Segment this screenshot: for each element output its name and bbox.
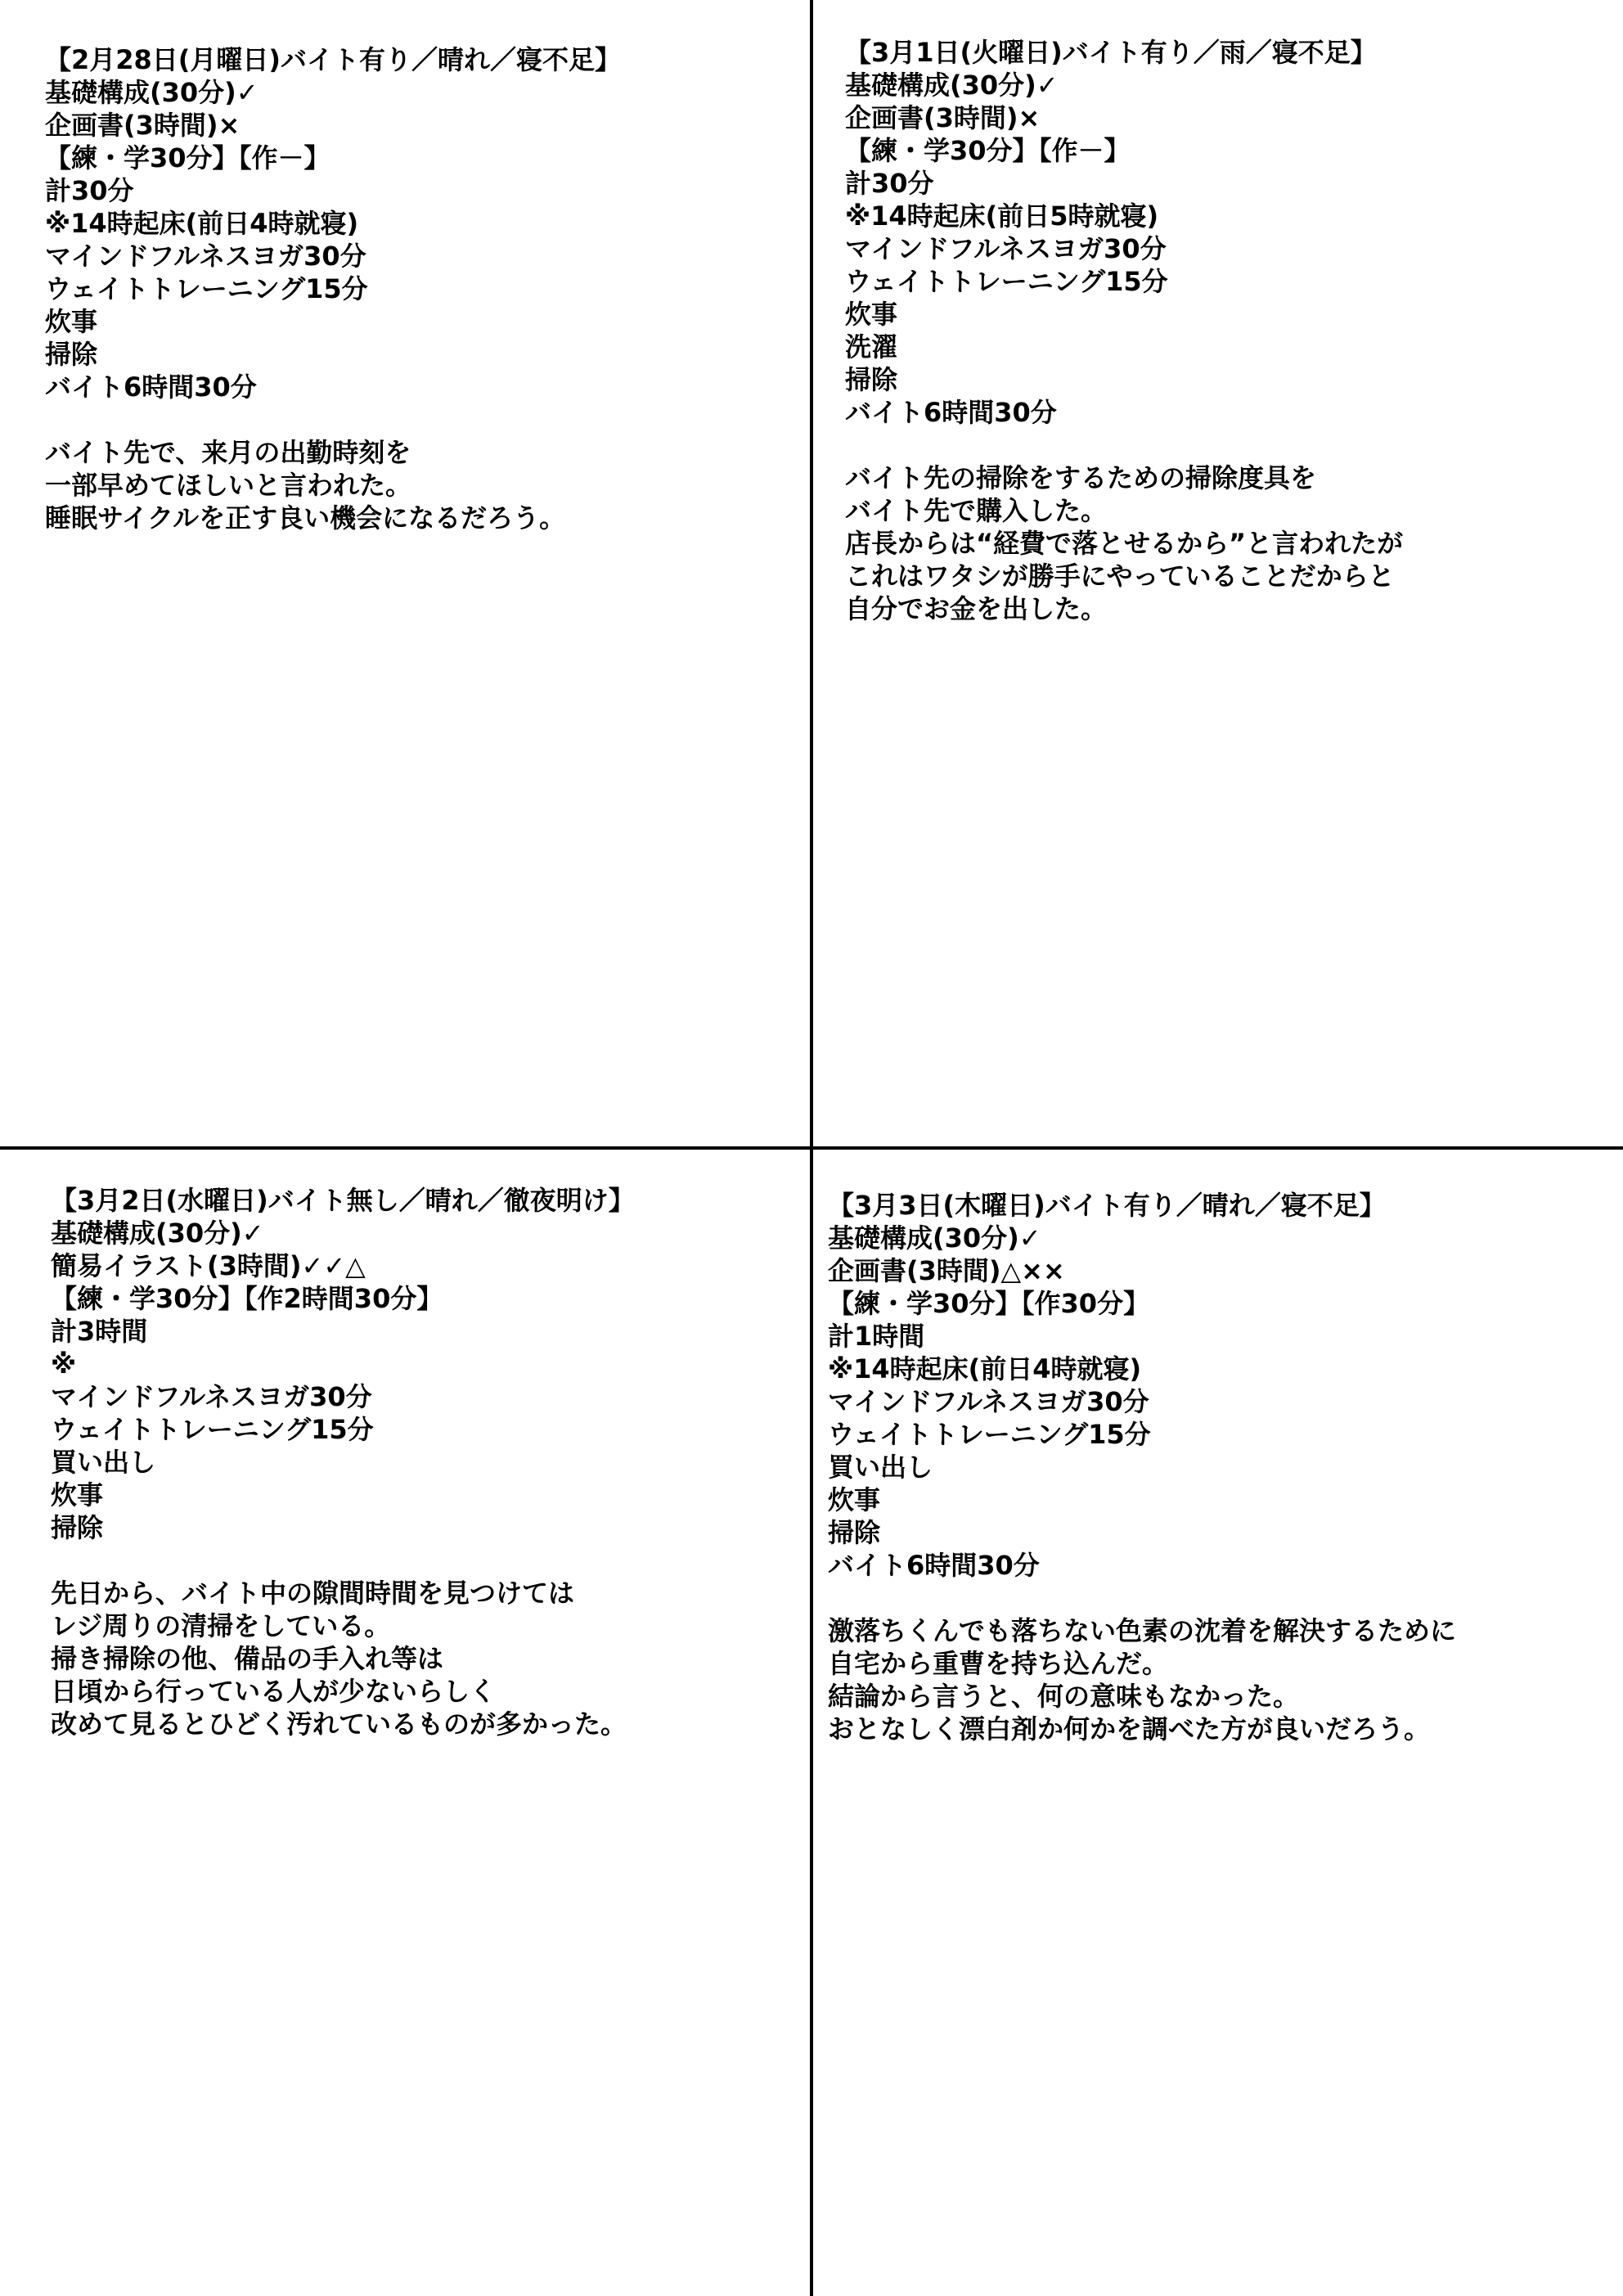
log-line: 掃除 (828, 1517, 881, 1548)
note-line: レジ周りの清掃をしている。 (51, 1610, 391, 1641)
note-line: 自分でお金を出した。 (845, 593, 1108, 624)
log-line: マインドフルネスヨガ30分 (51, 1381, 372, 1412)
log-line: マインドフルネスヨガ30分 (828, 1386, 1149, 1417)
log-line: 【練・学30分】【作－】 (45, 142, 330, 173)
note-line: バイト先で、来月の出勤時刻を (45, 437, 411, 468)
log-line: 洗濯 (845, 331, 898, 362)
note-line: バイト先で購入した。 (845, 495, 1108, 526)
log-line: 企画書(3時間)× (45, 110, 241, 141)
activity-log (828, 1189, 1597, 1582)
log-line: ※14時起床(前日4時就寝) (828, 1353, 1142, 1384)
log-line: 企画書(3時間)× (845, 102, 1041, 133)
log-line: 買い出し (828, 1452, 933, 1483)
activity-log (45, 43, 781, 403)
log-line: 掃除 (45, 339, 98, 370)
log-line: 炊事 (51, 1479, 104, 1510)
log-line: ※14時起床(前日5時就寝) (845, 200, 1159, 232)
diary-notes (845, 461, 1598, 625)
log-line: ※14時起床(前日4時就寝) (45, 208, 359, 239)
note-line: 睡眠サイクルを正す良い機会になるだろう。 (45, 502, 566, 533)
note-line: 一部早めてほしいと言われた。 (45, 470, 412, 501)
note-line: 店長からは“経費で落とせるから”と言われたが (845, 528, 1404, 559)
diary-panel-mar1 (845, 36, 1598, 625)
log-line: バイト6時間30分 (828, 1550, 1040, 1581)
log-line: 【練・学30分】【作30分】 (828, 1288, 1150, 1319)
log-line: 基礎構成(30分)✓ (828, 1222, 1041, 1254)
note-line: おとなしく漂白剤か何かを調べた方が良いだろう。 (828, 1713, 1431, 1745)
log-line: 企画書(3時間)△×× (828, 1255, 1065, 1286)
log-line: マインドフルネスヨガ30分 (45, 241, 366, 272)
note-line: 掃き掃除の他、備品の手入れ等は (51, 1643, 444, 1674)
log-line: 【練・学30分】【作2時間30分】 (51, 1283, 443, 1314)
diary-panel-feb28 (45, 43, 781, 534)
log-line: 簡易イラスト(3時間)✓✓△ (51, 1250, 366, 1281)
entry-header: 【3月1日(火曜日)バイト有り／雨／寝不足】 (845, 37, 1377, 68)
horizontal-divider (0, 1146, 1623, 1150)
log-line: ウェイトトレーニング15分 (45, 273, 368, 304)
log-line: 計3時間 (51, 1316, 148, 1347)
note-line: 自宅から重曹を持ち込んだ。 (828, 1648, 1169, 1679)
entry-header: 【3月3日(木曜日)バイト有り／晴れ／寝不足】 (828, 1190, 1386, 1221)
log-line: 買い出し (51, 1447, 156, 1478)
log-line: 基礎構成(30分)✓ (45, 77, 259, 108)
log-line: バイト6時間30分 (45, 371, 257, 403)
note-line: 改めて見るとひどく汚れているものが多かった。 (51, 1708, 627, 1740)
log-line: 炊事 (845, 299, 898, 330)
note-line: 先日から、バイト中の隙間時間を見つけては (51, 1578, 575, 1609)
log-line: 計1時間 (828, 1321, 925, 1352)
diary-panel-mar2 (51, 1184, 787, 1740)
entry-header: 【2月28日(月曜日)バイト有り／晴れ／寝不足】 (45, 44, 622, 75)
log-line: 基礎構成(30分)✓ (51, 1218, 264, 1249)
activity-log (51, 1184, 787, 1544)
log-line: 掃除 (51, 1512, 104, 1543)
log-line: 計30分 (45, 175, 134, 206)
log-line: ウェイトトレーニング15分 (828, 1419, 1151, 1450)
note-line: 日頃から行っている人が少ないらしく (51, 1676, 497, 1707)
note-line: これはワタシが勝手にやっていることだからと (845, 560, 1395, 592)
log-line: 掃除 (845, 364, 898, 395)
diary-notes (45, 436, 781, 534)
log-line: 基礎構成(30分)✓ (845, 70, 1059, 101)
entry-header: 【3月2日(水曜日)バイト無し／晴れ／徹夜明け】 (51, 1185, 635, 1216)
log-line: ウェイトトレーニング15分 (51, 1414, 374, 1445)
log-line: マインドフルネスヨガ30分 (845, 233, 1167, 264)
note-line: 激落ちくんでも落ちない色素の沈着を解決するために (828, 1615, 1457, 1646)
log-line: 炊事 (828, 1484, 881, 1515)
activity-log (845, 36, 1598, 429)
diary-panel-mar3 (828, 1189, 1597, 1745)
note-line: バイト先の掃除をするための掃除度具を (845, 462, 1317, 493)
diary-notes (828, 1614, 1597, 1745)
log-line: バイト6時間30分 (845, 397, 1057, 428)
note-line: 結論から言うと、何の意味もなかった。 (828, 1681, 1300, 1712)
log-line: 炊事 (45, 306, 98, 337)
diary-notes (51, 1577, 787, 1740)
log-line: 【練・学30分】【作－】 (845, 135, 1131, 166)
log-line: ※ (51, 1348, 77, 1380)
log-line: ウェイトトレーニング15分 (845, 266, 1168, 297)
log-line: 計30分 (845, 168, 934, 199)
